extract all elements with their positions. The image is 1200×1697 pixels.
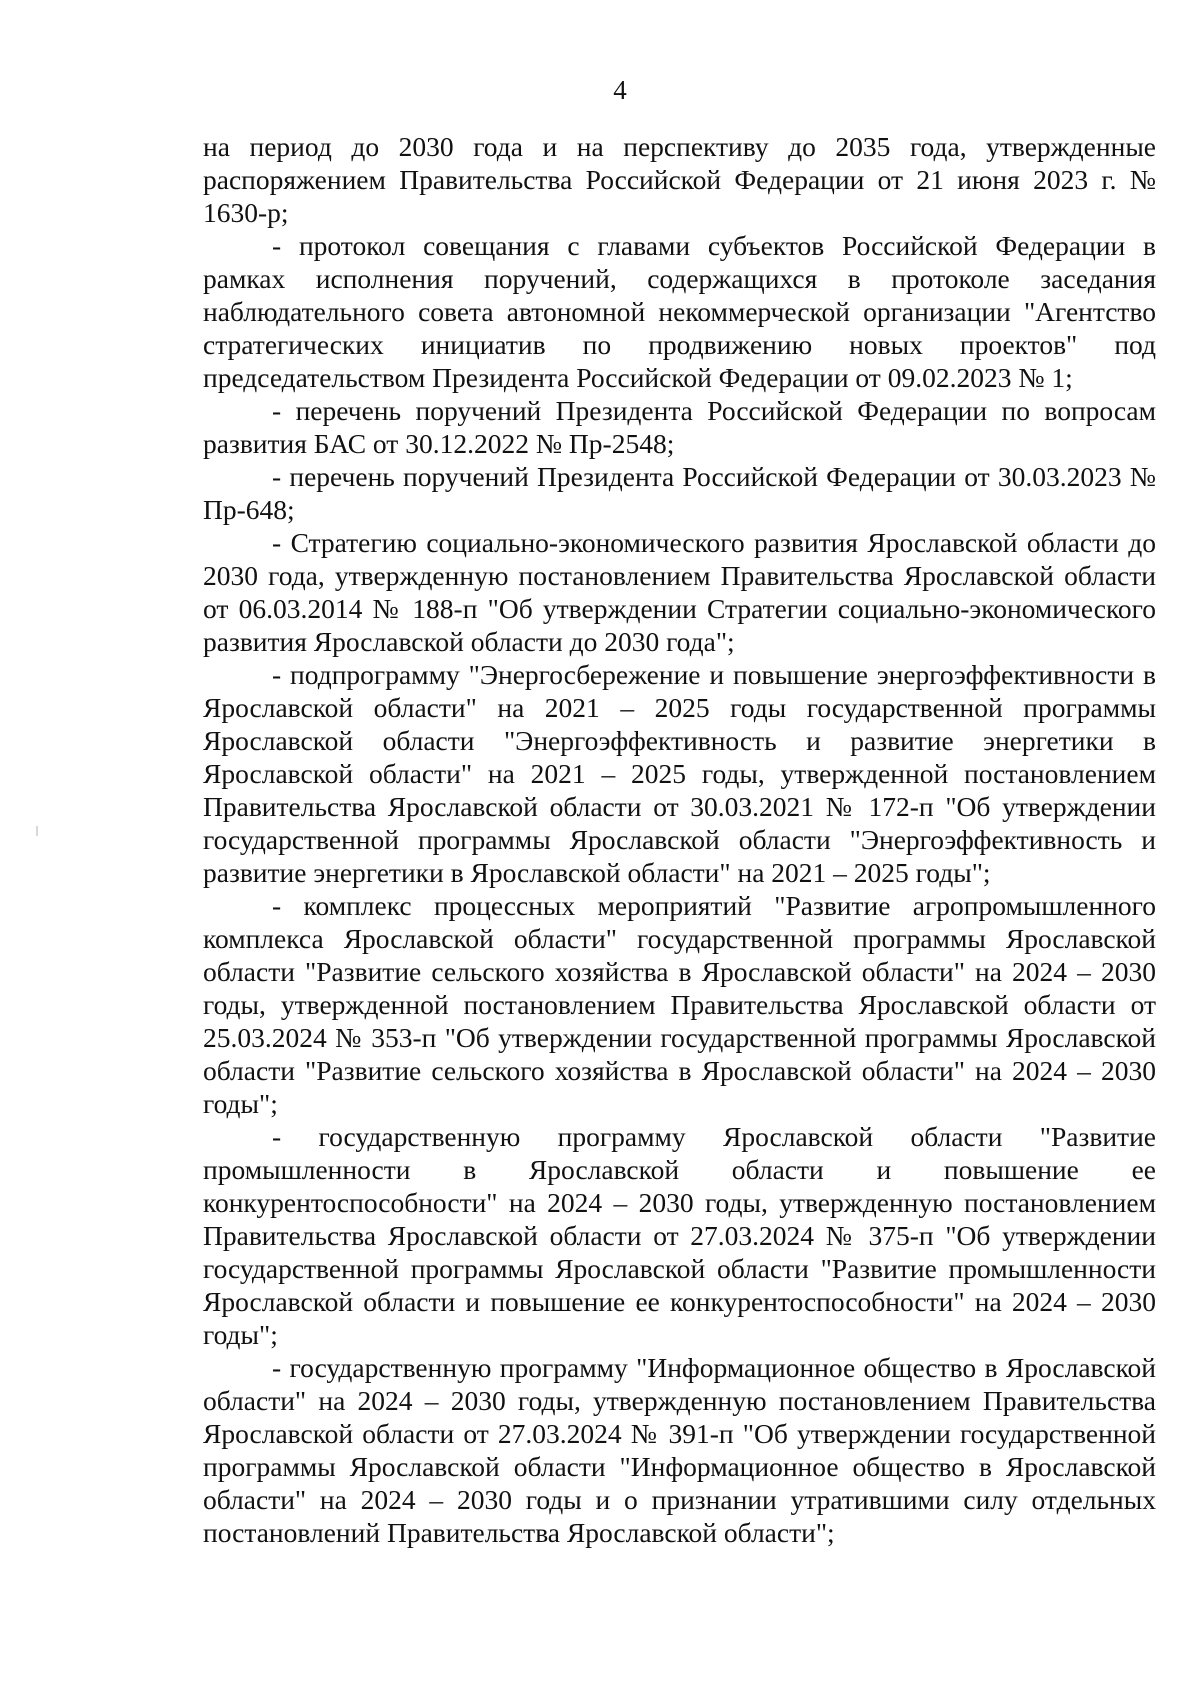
page-number: 4	[613, 75, 627, 105]
list-item-industry-program: - государственную программу Ярославской области "Развитие промышленности в Ярославской области и повышение ее конкурентоспособности" на 2024 – 2030 годы, утвержденную постановлением Правительства Ярославской области от 27.03.2024 № 375-п "Об утверждении государственной программы Ярославской области "Развитие промышленности Ярославской области и повышение ее конкурентоспособности" на 2024 – 2030 годы";	[203, 1121, 1156, 1350]
list-item-development-strategy: - Стратегию социально-экономического развития Ярославской области до 2030 года, утвержденную постановлением Правительства Ярославской области от 06.03.2014 № 188-п "Об утверждении Стратегии социально-экономического развития Ярославской области до 2030 года";	[203, 527, 1156, 657]
paragraph-continuation: на период до 2030 года и на перспективу до 2035 года, утвержденные распоряжением Правительства Российской Федерации от 21 июня 2023 г. № 1630-р;	[203, 131, 1156, 228]
list-item-president-instructions: - перечень поручений Президента Российской Федерации от 30.03.2023 № Пр-648;	[203, 461, 1156, 525]
list-item-meeting-protocol: - протокол совещания с главами субъектов Российской Федерации в рамках исполнения поручений, содержащихся в протоколе заседания наблюдательного совета автономной некоммерческой организации "Агентство стратегических инициатив по продвижению новых проектов" под председательством Президента Российской Федерации от 09.02.2023 № 1;	[203, 230, 1156, 393]
scan-artifact-mark	[36, 826, 38, 836]
document-body	[203, 130, 1156, 1549]
list-item-information-society-program: - государственную программу "Информационное общество в Ярославской области" на 2024 – 2030 годы, утвержденную постановлением Правительства Ярославской области от 27.03.2024 № 391-п "Об утверждении государственной программы Ярославской области "Информационное общество в Ярославской области" на 2024 – 2030 годы и о признании утратившими силу отдельных постановлений Правительства Ярославской области";	[203, 1352, 1156, 1548]
list-item-bas-instructions: - перечень поручений Президента Российской Федерации по вопросам развития БАС от 30.12.2022 № Пр-2548;	[203, 395, 1156, 459]
list-item-agro-complex: - комплекс процессных мероприятий "Развитие агропромышленного комплекса Ярославской области" государственной программы Ярославской области "Развитие сельского хозяйства в Ярославской области" на 2024 – 2030 годы, утвержденной постановлением Правительства Ярославской области от 25.03.2024 № 353-п "Об утверждении государственной программы Ярославской области "Развитие сельского хозяйства в Ярославской области" на 2024 – 2030 годы";	[203, 890, 1156, 1119]
list-item-energy-subprogram: - подпрограмму "Энергосбережение и повышение энергоэффективности в Ярославской области" на 2021 – 2025 годы государственной программы Ярославской области "Энергоэффективность и развитие энергетики в Ярославской области" на 2021 – 2025 годы, утвержденной постановлением Правительства Ярославской области от 30.03.2021 № 172-п "Об утверждении государственной программы Ярославской области "Энергоэффективность и развитие энергетики в Ярославской области" на 2021 – 2025 годы";	[203, 659, 1156, 888]
